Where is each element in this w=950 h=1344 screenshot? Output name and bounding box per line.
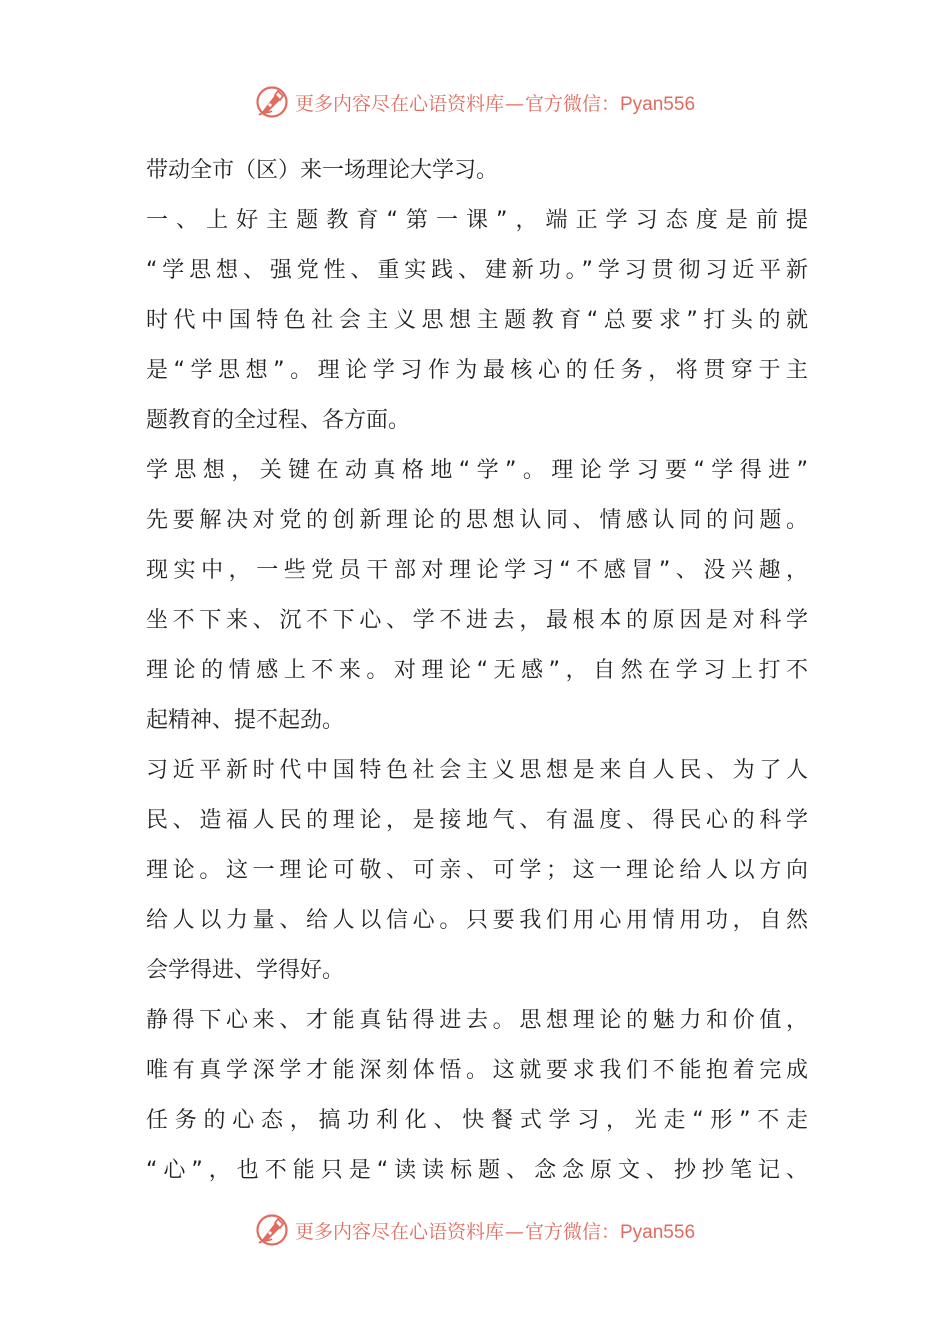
text-line: 现实中，一些党员干部对理论学习“不感冒”、没兴趣， xyxy=(146,558,808,583)
header-banner-separator: — xyxy=(504,92,524,115)
pen-nib-logo-icon xyxy=(255,85,289,119)
text-line: 唯有真学深学才能深刻体悟。这就要求我们不能抱着完成 xyxy=(146,1058,808,1083)
text-line: 任务的心态，搞功利化、快餐式学习，光走“形”不走 xyxy=(146,1108,808,1133)
header-banner-text xyxy=(295,89,695,116)
text-line: 习近平新时代中国特色社会主义思想是来自人民、为了人 xyxy=(146,758,808,783)
pen-nib-logo-icon xyxy=(255,1213,289,1247)
footer-banner-official: 官方微信： xyxy=(524,1220,620,1243)
text-line: 静得下心来、才能真钻得进去。思想理论的魅力和价值， xyxy=(146,1008,808,1033)
text-line: “心”，也不能只是“读读标题、念念原文、抄抄笔记、 xyxy=(146,1158,808,1183)
footer-banner-text xyxy=(295,1217,695,1244)
header-banner-account: Pyan556 xyxy=(620,93,696,115)
footer-watermark-banner xyxy=(0,1210,950,1250)
header-banner-official: 官方微信： xyxy=(524,92,620,115)
text-line: 理论。这一理论可敬、可亲、可学；这一理论给人以方向 xyxy=(146,858,808,883)
text-line: 起精神、提不起劲。 xyxy=(146,708,345,733)
text-line: 带动全市（区）来一场理论大学习。 xyxy=(146,158,499,183)
text-line: 学思想，关键在动真格地“学”。理论学习要“学得进” xyxy=(146,458,808,483)
text-line: 题教育的全过程、各方面。 xyxy=(146,408,411,433)
text-line: 民、造福人民的理论，是接地气、有温度、得民心的科学 xyxy=(146,808,808,833)
header-banner-slogan: 更多内容尽在心语资料库 xyxy=(294,92,504,115)
text-line: 一、上好主题教育“第一课”，端正学习态度是前提 xyxy=(146,208,808,233)
text-line: 会学得进、学得好。 xyxy=(146,958,345,983)
text-line: “学思想、强党性、重实践、建新功。”学习贯彻习近平新 xyxy=(146,258,808,283)
text-line: 给人以力量、给人以信心。只要我们用心用情用功，自然 xyxy=(146,908,808,933)
text-line: 是“学思想”。理论学习作为最核心的任务，将贯穿于主 xyxy=(146,358,808,383)
text-line: 先要解决对党的创新理论的思想认同、情感认同的问题。 xyxy=(146,508,808,533)
text-line: 理论的情感上不来。对理论“无感”，自然在学习上打不 xyxy=(146,658,808,683)
footer-banner-slogan: 更多内容尽在心语资料库 xyxy=(294,1220,504,1243)
footer-banner-separator: — xyxy=(504,1220,524,1243)
text-line: 时代中国特色社会主义思想主题教育“总要求”打头的就 xyxy=(146,308,808,333)
footer-banner-account: Pyan556 xyxy=(620,1221,696,1243)
header-watermark-banner xyxy=(0,82,950,122)
text-line: 坐不下来、沉不下心、学不进去，最根本的原因是对科学 xyxy=(146,608,808,633)
document-body xyxy=(146,146,808,1196)
